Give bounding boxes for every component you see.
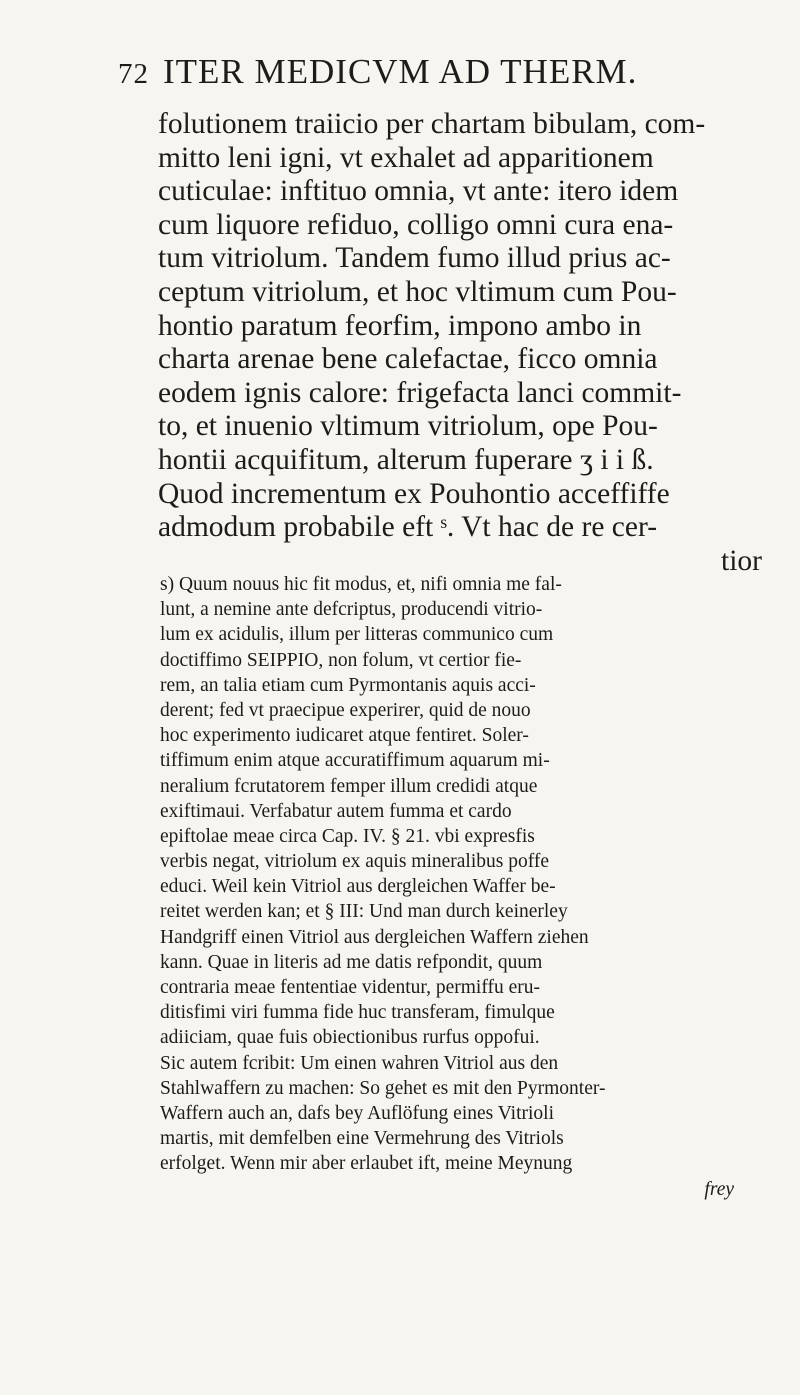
footnote-line: martis, mit demfelben eine Vermehrung des Vitriols	[160, 1128, 564, 1150]
footnote-line: Handgriff einen Vitriol aus dergleichen Waffern ziehen	[160, 926, 589, 948]
footnote-block	[160, 572, 772, 1202]
footnote-line: verbis negat, vitriolum ex aquis mineralibus poffe	[160, 851, 550, 873]
main-text-block	[158, 108, 768, 578]
running-title: ITER MEDICVM AD THERM.	[163, 52, 638, 91]
footnote-line: exiftimaui. Verfabatur autem fumma et cardo	[160, 800, 512, 822]
page-number: 72	[118, 58, 149, 90]
footnote-line: reitet werden kan; et § III: Und man durch keinerley	[160, 901, 568, 923]
main-catchword: tior	[721, 544, 762, 577]
footnote-line: Stahlwaffern zu machen: So gehet es mit den Pyrmonter-	[160, 1077, 606, 1099]
main-text-line: to, et inuenio vltimum vitriolum, ope Pou-	[158, 410, 658, 443]
footnote-line: Waffern auch an, dafs bey Auflöfung eines Vitrioli	[160, 1102, 555, 1124]
main-text-line: ceptum vitriolum, et hoc vltimum cum Pou-	[158, 275, 677, 308]
footnote-line: adiiciam, quae fuis obiectionibus rurfus oppofui.	[160, 1027, 540, 1049]
footnote-line: lum ex acidulis, illum per litteras communico cum	[160, 624, 554, 646]
footnote-line: s) Quum nouus hic fit modus, et, nifi omnia me fal-	[160, 574, 562, 595]
main-text-line: cuticulae: inftituo omnia, vt ante: itero idem	[158, 175, 679, 208]
footnote-line: rem, an talia etiam cum Pyrmontanis aquis acci-	[160, 674, 536, 696]
main-text-line: hontii acquifitum, alterum fuperare ʒ i i ß.	[158, 443, 654, 476]
footnote-line: erfolget. Wenn mir aber erlaubet ift, meine Meynung	[160, 1153, 573, 1175]
footnote-line: tiffimum enim atque accuratiffimum aquarum mi-	[160, 750, 550, 772]
footnote-line: hoc experimento iudicaret atque fentiret. Soler-	[160, 725, 529, 747]
footnote-line: Sic autem fcribit: Um einen wahren Vitriol aus den	[160, 1052, 559, 1074]
footnote-line: doctiffimo SEIPPIO, non folum, vt certior fie-	[160, 649, 522, 671]
footnote-line: kann. Quae in literis ad me datis refpondit, quum	[160, 951, 543, 973]
main-text-line: tum vitriolum. Tandem fumo illud prius ac-	[158, 242, 671, 275]
footnote-line: lunt, a nemine ante defcriptus, producendi vitrio-	[160, 599, 543, 621]
footnote-line: derent; fed vt praecipue experirer, quid de nouo	[160, 699, 531, 721]
main-text-line: Quod incrementum ex Pouhontio acceffiffe	[158, 477, 670, 510]
footnote-line: contraria meae fententiae videntur, permiffu eru-	[160, 977, 541, 998]
running-header	[118, 52, 758, 92]
main-text-line: cum liquore refiduo, colligo omni cura ena-	[158, 208, 674, 241]
main-text-line: admodum probabile eft ˢ. Vt hac de re cer-	[158, 511, 658, 544]
footnote-line: neralium fcrutatorem femper illum credidi atque	[160, 775, 538, 797]
footnote-catchword: frey	[704, 1178, 734, 1200]
main-text-line: folutionem traiicio per chartam bibulam, com-	[158, 108, 706, 140]
main-text-line: eodem ignis calore: frigefacta lanci commit-	[158, 376, 682, 409]
footnote-line: epiftolae meae circa Cap. IV. § 21. vbi expresfis	[160, 825, 535, 847]
footnote-line: educi. Weil kein Vitriol aus dergleichen Waffer be-	[160, 876, 556, 898]
main-text-line: mitto leni igni, vt exhalet ad apparitionem	[158, 141, 654, 174]
footnote-line: ditisfimi viri fumma fide huc transferam, fimulque	[160, 1002, 555, 1024]
main-text-line: hontio paratum feorfim, impono ambo in	[158, 309, 642, 342]
main-text-line: charta arenae bene calefactae, ficco omnia	[158, 343, 658, 376]
